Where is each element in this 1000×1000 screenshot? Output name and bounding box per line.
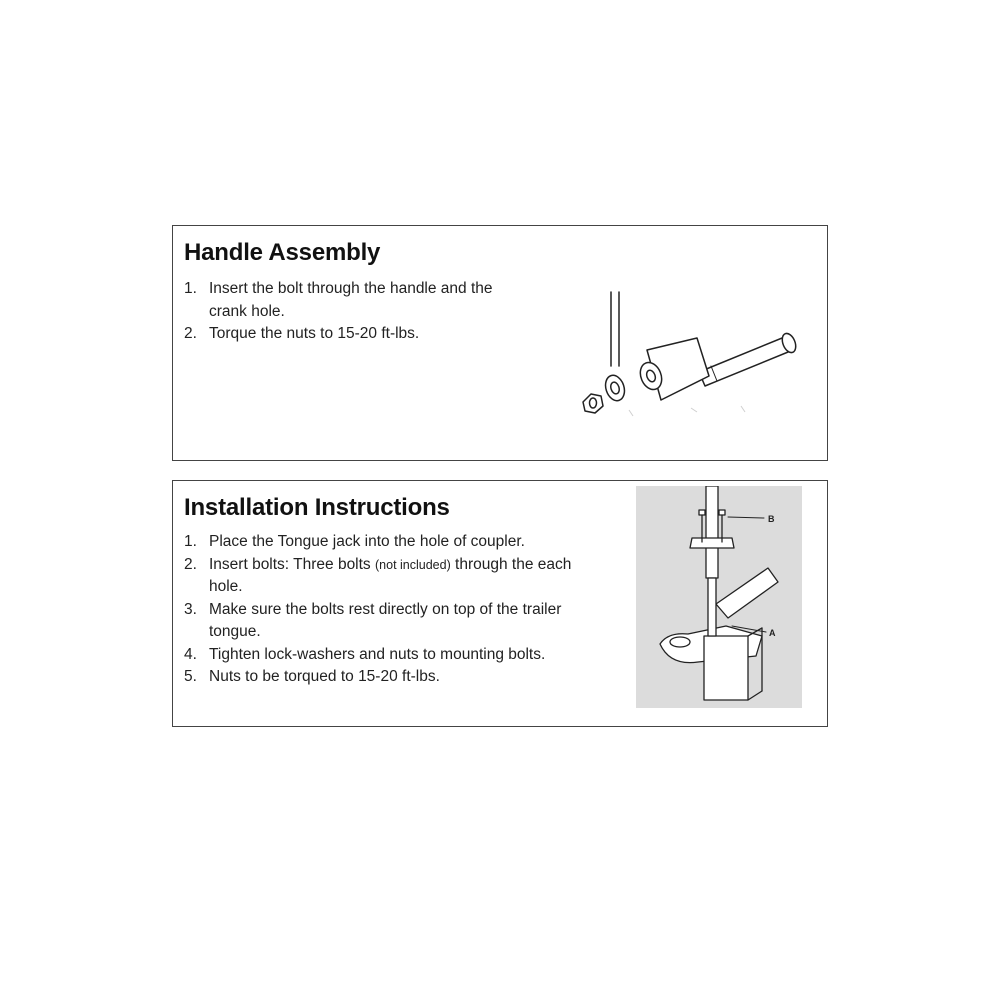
- step-number: 1.: [184, 533, 197, 550]
- bolt-head: [719, 510, 725, 515]
- step-text: Nuts to be torqued to 15-20 ft-lbs.: [209, 668, 440, 685]
- install-step-4: [184, 644, 604, 667]
- faint-mark: [691, 408, 697, 412]
- install-step-5: [184, 666, 604, 689]
- step-text: Tighten lock-washers and nuts to mounting bolts.: [209, 645, 546, 663]
- diagram-label-b: B: [768, 514, 775, 524]
- label-b-leader: [728, 517, 764, 518]
- bolt-shaft: [699, 336, 793, 386]
- step-text: Make sure the bolts rest directly on top of the trailer tongue.: [209, 600, 562, 640]
- nut-hole: [590, 398, 597, 408]
- tongue-channel: [704, 636, 748, 700]
- diagram-label-a: A: [769, 628, 776, 638]
- jack-inner-tube: [708, 578, 716, 636]
- handle-step-1: [184, 278, 514, 323]
- installation-instructions-title: Installation Instructions: [184, 494, 450, 521]
- faint-mark: [741, 406, 745, 412]
- step-number: 2.: [184, 325, 197, 342]
- trailer-tongue-arm: [716, 568, 778, 618]
- step-number: 3.: [184, 600, 197, 618]
- step-number: 4.: [184, 645, 197, 663]
- jack-tube: [706, 486, 718, 578]
- handle-assembly-illustration: [581, 278, 801, 428]
- coupler-ball-socket: [670, 637, 690, 647]
- installation-steps: [184, 531, 604, 689]
- step-note: (not included): [375, 557, 451, 572]
- handle-assembly-panel: [172, 225, 828, 461]
- step-number: 5.: [184, 668, 197, 685]
- tongue-channel-edge: [748, 691, 762, 700]
- handle-assembly-steps: [184, 278, 514, 346]
- faint-mark: [629, 410, 633, 416]
- installation-illustration: [636, 486, 802, 708]
- step-text-before: Insert bolts: Three bolts: [209, 555, 375, 573]
- bolt-head: [699, 510, 705, 515]
- installation-instructions-panel: [172, 480, 828, 727]
- handle-assembly-title: Handle Assembly: [184, 239, 381, 266]
- step-text: Insert the bolt through the handle and the crank hole.: [209, 280, 493, 320]
- handle-step-2: [184, 323, 514, 346]
- install-step-1: [184, 531, 604, 554]
- step-number: 2.: [184, 555, 197, 573]
- install-step-3: [184, 599, 604, 644]
- install-step-2: [184, 554, 604, 599]
- mounting-collar: [690, 538, 734, 548]
- step-text-after: through the each hole.: [209, 555, 572, 595]
- step-number: 1.: [184, 280, 197, 297]
- step-text: Place the Tongue jack into the hole of coupler.: [209, 533, 525, 550]
- step-text: Torque the nuts to 15-20 ft-lbs.: [209, 325, 420, 342]
